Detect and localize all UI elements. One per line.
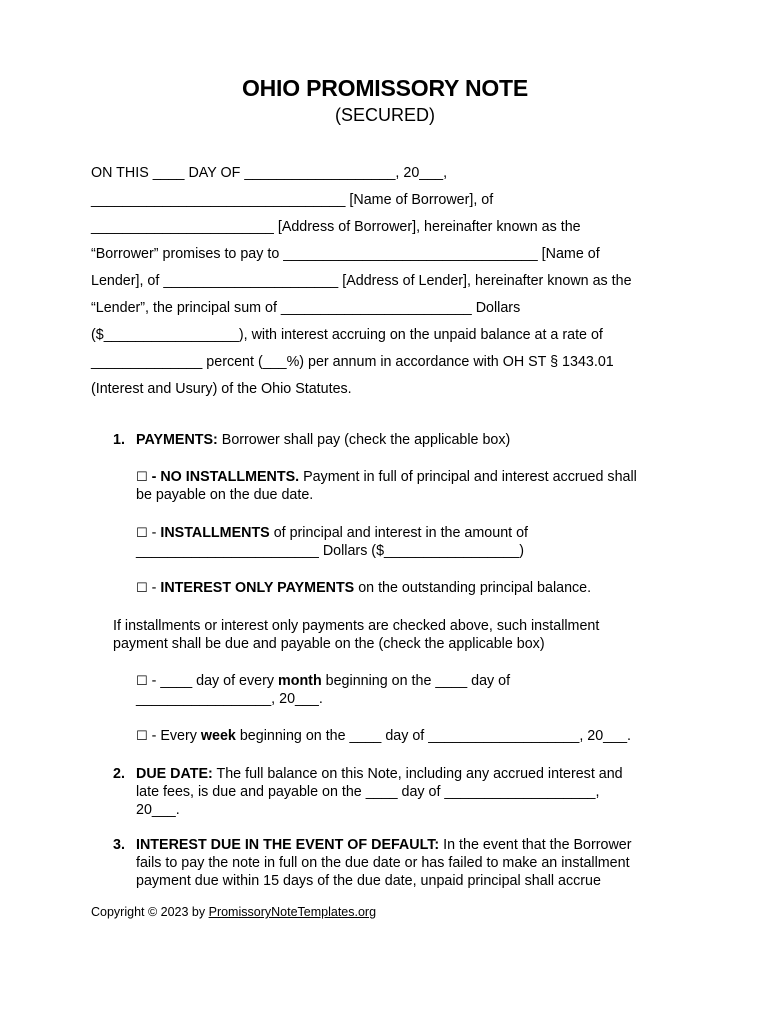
option-text: - Every [147,728,201,744]
option-dash: - [147,580,161,596]
document-title: OHIO PROMISSORY NOTE [241,75,529,101]
option-label: INSTALLMENTS [160,525,270,541]
option-label: month [278,673,322,689]
checkbox-no-installments[interactable]: ☐ [136,470,148,485]
option-monthly [136,672,510,708]
option-text: on the outstanding principal balance. [354,580,592,596]
intro-line: ______________ percent (___%) per annum in accordance with OH ST § 1343.01 [91,354,614,370]
section-text: payment due within 15 days of the due date, unpaid principal shall accrue [136,873,601,889]
section-heading: DUE DATE: [136,766,213,782]
option-label: week [200,728,236,744]
section-text: 20___. [136,802,180,818]
document-subtitle: (SECURED) [334,105,435,125]
intro-line: ________________________________ [Name of Borrower], of [91,192,494,208]
intro-line: Lender], of ______________________ [Address of Lender], hereinafter known as the [91,273,632,289]
option-text: _________________, 20___. [136,691,323,707]
section-interest-default [136,836,632,890]
section-heading: INTEREST DUE IN THE EVENT OF DEFAULT: [136,837,440,853]
checkbox-interest-only[interactable]: ☐ [136,581,148,596]
option-interest-only [136,579,591,597]
intro-line: ($_________________), with interest accruing on the unpaid balance at a rate of [91,327,603,343]
section-text: fails to pay the note in full on the due date or has failed to make an installment [136,855,630,871]
section-number: 1. [113,432,125,448]
option-weekly [136,727,631,745]
section-text: Borrower shall pay (check the applicable box) [217,432,511,448]
option-text: Payment in full of principal and interest accrued shall [299,469,637,485]
section-payments-heading [136,431,510,449]
section-due-date [136,765,623,819]
checkbox-monthly[interactable]: ☐ [136,674,148,689]
section-text: The full balance on this Note, including any accrued interest and [212,766,623,782]
footer-link[interactable]: PromissoryNoteTemplates.org [208,905,377,919]
option-text: beginning on the ____ day of ___________________, 20___. [235,728,631,744]
paragraph-line: If installments or interest only payments are checked above, such installment [113,618,600,634]
section-heading: PAYMENTS: [136,432,218,448]
option-installments [136,524,528,560]
option-no-installments [136,468,637,504]
intro-line: “Lender”, the principal sum of ________________________ Dollars [91,300,521,316]
intro-paragraph [91,160,691,403]
section-number: 3. [113,837,125,853]
option-text: - ____ day of every [147,673,278,689]
paragraph-line: payment shall be due and payable on the (check the applicable box) [113,636,545,652]
intro-line: (Interest and Usury) of the Ohio Statutes. [91,381,352,397]
option-text: _______________________ Dollars ($_________________) [136,543,524,559]
copyright-text: Copyright © 2023 by [91,905,209,919]
option-label: INTEREST ONLY PAYMENTS [160,580,355,596]
section-number: 2. [113,766,125,782]
option-label: - NO INSTALLMENTS. [147,469,300,485]
option-text: beginning on the ____ day of [321,673,511,689]
option-dash: - [147,525,161,541]
installment-schedule-paragraph [113,617,599,653]
option-text: of principal and interest in the amount of [269,525,529,541]
section-text: late fees, is due and payable on the ____ day of ___________________, [136,784,600,800]
intro-line: _______________________ [Address of Borrower], hereinafter known as the [91,219,581,235]
option-text: be payable on the due date. [136,487,314,503]
intro-line: “Borrower” promises to pay to ________________________________ [Name of [91,246,600,262]
footer-copyright [91,905,376,919]
intro-line: ON THIS ____ DAY OF ___________________, 20___, [91,165,448,181]
checkbox-installments[interactable]: ☐ [136,526,148,541]
checkbox-weekly[interactable]: ☐ [136,729,148,744]
section-text: In the event that the Borrower [439,837,632,853]
